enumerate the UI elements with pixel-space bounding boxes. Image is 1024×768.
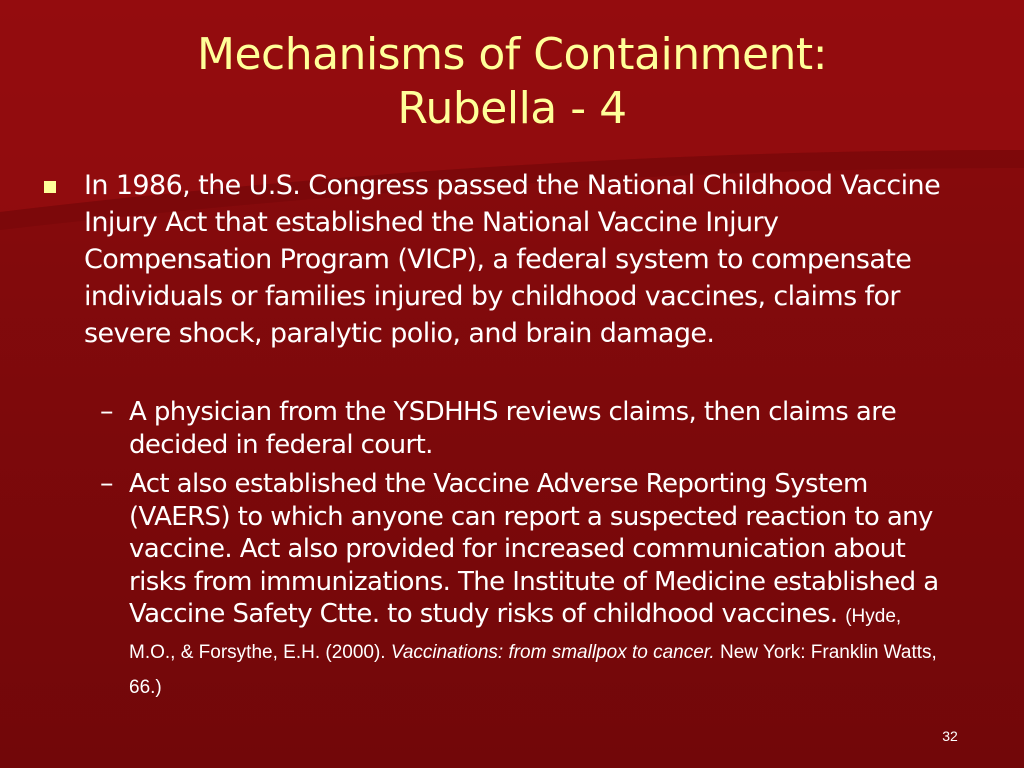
sub-bullet-1: A physician from the YSDHHS reviews claims, then claims are decided in federal court. xyxy=(129,397,897,460)
dash-bullet-icon: – xyxy=(100,396,114,427)
sub-bullet-2-text: Act also established the Vaccine Adverse Reporting System (VAERS) to which anyone can report a suspected reaction to any vaccine. Act also provided for increased communication about risks from immunizations. The Institute of Medicine established a Vaccine Safety Ctte. to study risks of childhood vaccines. xyxy=(129,469,939,629)
slide-title xyxy=(60,28,964,136)
square-bullet-icon xyxy=(44,181,56,193)
citation-authors: (Hyde, M.O., & Forsythe, E.H. (2000). xyxy=(129,606,902,663)
citation-publisher: New York: Franklin Watts, 66.) xyxy=(129,641,937,698)
main-bullet-text: In 1986, the U.S. Congress passed the National Childhood Vaccine Injury Act that established the National Vaccine Injury Compensation Program (VICP), a federal system to compensate individuals or families injured by childhood vaccines, claims for severe shock, paralytic polio, and brain damage. xyxy=(84,170,941,349)
sub-bullet-2 xyxy=(129,468,949,705)
slide-title-line-1: Mechanisms of Containment: xyxy=(196,29,828,80)
dash-bullet-icon: – xyxy=(100,468,114,499)
slide-title-line-2: Rubella - 4 xyxy=(397,83,627,134)
citation-title: Vaccinations: from smallpox to cancer. xyxy=(390,641,715,663)
page-number: 32 xyxy=(942,728,958,744)
